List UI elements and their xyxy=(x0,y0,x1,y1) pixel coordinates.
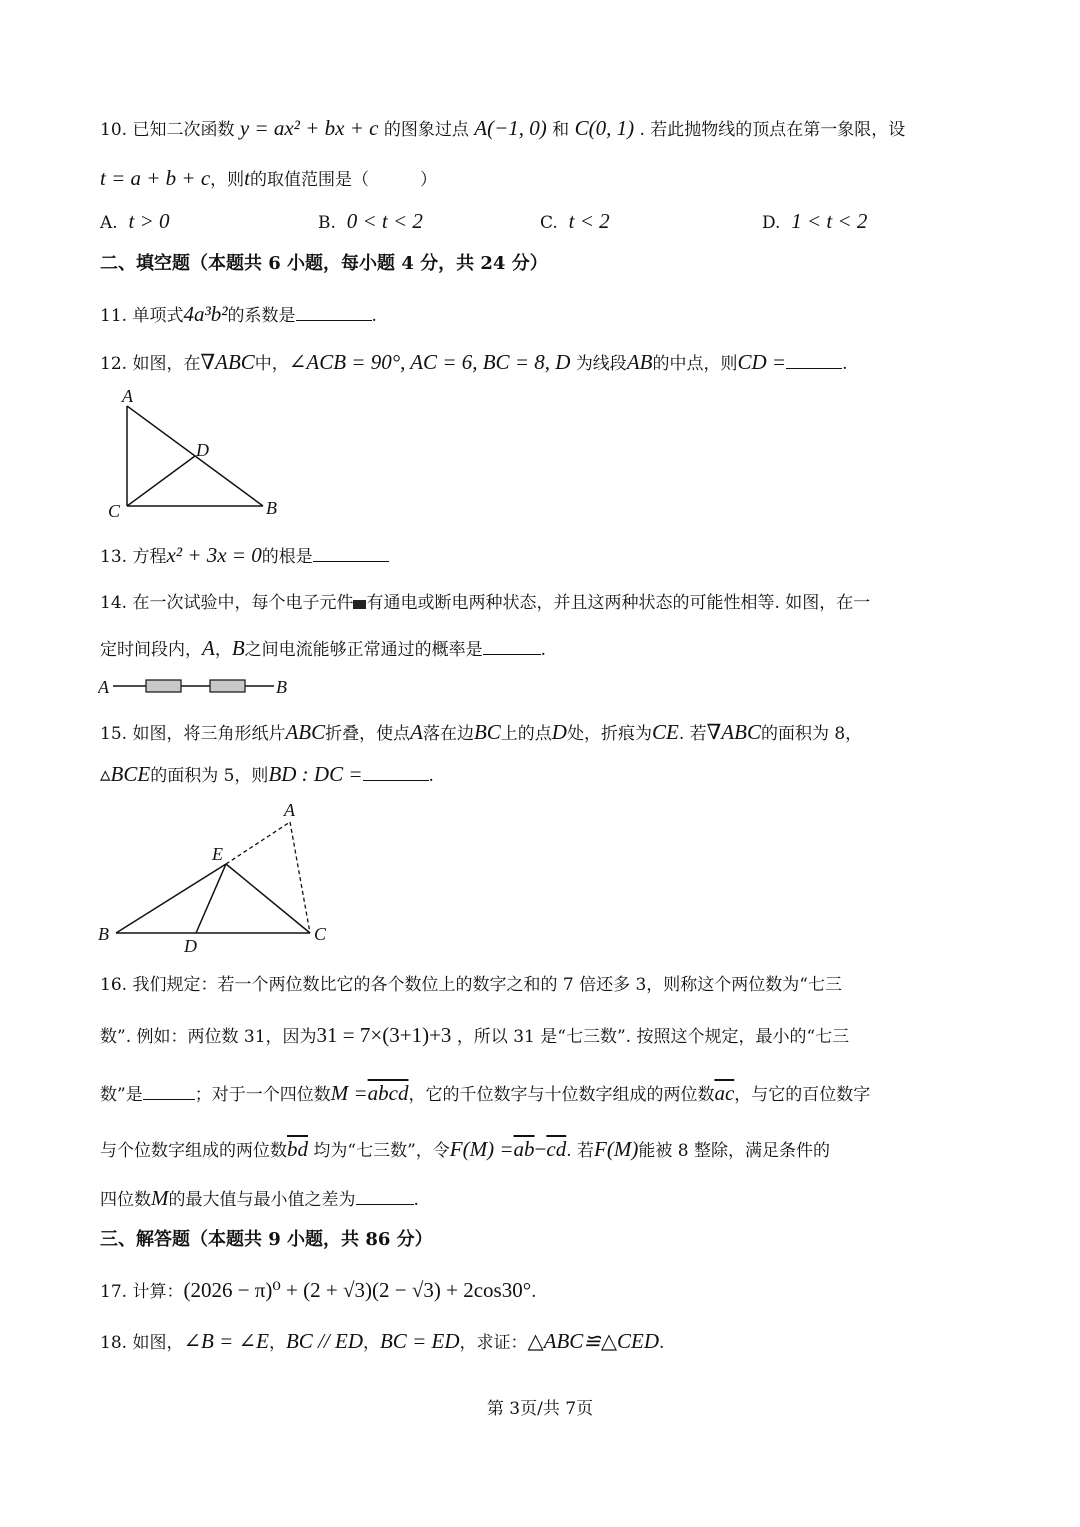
q14-circuit-a: A xyxy=(98,677,109,697)
q15-label-b: B xyxy=(98,924,109,944)
circuit-component-1 xyxy=(146,680,181,692)
q16-line1: 16. 我们规定：若一个两位数比它的各个数位上的数字之和的 7 倍还多 3，则称这个两位数为“七三 xyxy=(100,975,842,995)
q12-label-d: D xyxy=(196,440,209,460)
q15-answer-blank xyxy=(363,764,429,781)
q16-line2: 数”. 例如：两位数 31，因为31 = 7×(3+1)+3 ，所以 31 是“七三数”. 按照这个规定，最小的“七三 xyxy=(100,1023,850,1047)
q12-label-b: B xyxy=(266,498,277,518)
q10-option-c: C. t < 2 xyxy=(540,209,610,233)
q12: 12. 如图，在∇ABC中，∠ACB = 90°, AC = 6, BC = 8, D 为线段AB的中点，则CD = . xyxy=(100,350,848,374)
q14-answer-blank xyxy=(483,638,541,655)
q16-answer-blank-1 xyxy=(143,1083,195,1100)
q10-line1: 10. 已知二次函数 y = ax² + bx + c 的图象过点 A(−1, 0) 和 C(0, 1) . 若此抛物线的顶点在第一象限，设 xyxy=(100,116,906,140)
section-2-heading: 二、填空题（本题共 6 小题，每小题 4 分，共 24 分） xyxy=(100,253,548,274)
q12-answer-blank xyxy=(786,352,842,369)
q10-option-d: D. 1 < t < 2 xyxy=(762,209,868,233)
q18: 18. 如图，∠B = ∠E，BC // ED，BC = ED，求证：△ABC≌△CED. xyxy=(100,1329,665,1353)
q16-line5: 四位数M的最大值与最小值之差为 . xyxy=(100,1186,419,1210)
q13: 13. 方程x² + 3x = 0的根是 xyxy=(100,545,389,566)
q14-line2: 定时间段内，A，B之间电流能够正常通过的概率是 . xyxy=(100,636,547,660)
q12-triangle-figure xyxy=(100,386,300,522)
q14-circuit-figure xyxy=(98,674,298,700)
q15-label-c: C xyxy=(314,924,327,944)
q15-line2: ▵BCE的面积为 5，则BD : DC = . xyxy=(100,762,434,786)
q16-line3: 数”是 ；对于一个四位数M =abcd，它的千位数字与十位数字组成的两位数$\overline{ac}$，与它的百位数字 xyxy=(100,1081,871,1105)
component-icon xyxy=(353,600,366,609)
q12-label-c: C xyxy=(108,501,121,521)
q11: 11. 单项式4a³b²的系数是 . xyxy=(100,302,377,326)
q10-line2: t = a + b + c，则t的取值范围是（ ） xyxy=(100,166,438,190)
section-3-heading: 三、解答题（本题共 9 小题，共 86 分） xyxy=(100,1229,433,1250)
q16-line4: 与个位数字组成的两位数$\overline{bd}$ 均为“七三数”，令$F(M) =\overline{ab}-\overline{cd}$. 若F(M)能被 8 整除，满足条件的 xyxy=(100,1137,830,1161)
q10-option-b: B. 0 < t < 2 xyxy=(318,209,423,233)
q10-option-a: A. t > 0 xyxy=(100,209,170,233)
q15-fold-figure xyxy=(96,798,336,960)
q16-answer-blank-2 xyxy=(356,1188,414,1205)
circuit-component-2 xyxy=(210,680,245,692)
q14-line1: 14. 在一次试验中，每个电子元件 有通电或断电两种状态，并且这两种状态的可能性相等. 如图，在一 xyxy=(100,593,871,613)
q15-line1: 15. 如图，将三角形纸片ABC折叠，使点A落在边BC上的点D处，折痕为CE. 若∇ABC的面积为 8， xyxy=(100,720,863,744)
q11-answer-blank xyxy=(296,304,372,321)
q17: 17. 计算：(2026 − π)⁰ + (2 + √3)(2 − √3) + 2cos30°. xyxy=(100,1278,537,1302)
q15-label-a: A xyxy=(284,800,295,820)
q13-answer-blank xyxy=(313,545,389,562)
q15-label-e: E xyxy=(212,844,223,864)
q14-circuit-b: B xyxy=(276,677,287,697)
q15-label-d: D xyxy=(184,936,197,956)
page-footer: 第 3页/共 7页 xyxy=(486,1399,594,1419)
q12-label-a: A xyxy=(122,386,133,406)
